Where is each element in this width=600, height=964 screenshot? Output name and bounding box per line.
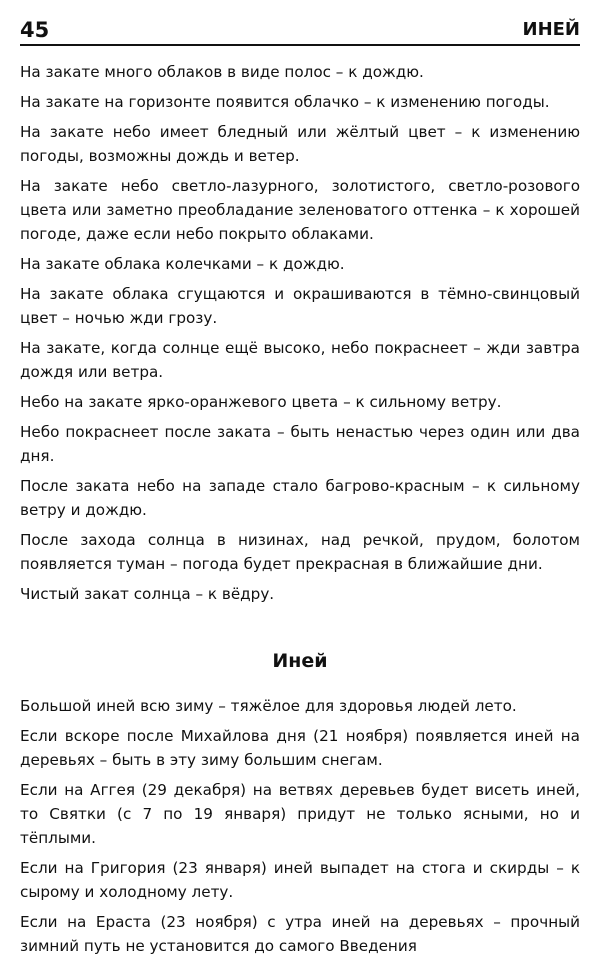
section-heading: Иней <box>272 650 328 672</box>
paragraph: Небо на закате ярко-оранжевого цвета – к сильному ветру. <box>20 393 502 411</box>
paragraph: На закате, когда солнце ещё высоко, небо покраснеет – жди завтра дождя или ветра. <box>20 339 580 381</box>
paragraph: Если на Ераста (23 ноября) с утра иней на деревьях – прочный зимний путь не установится до самого Введения <box>20 913 580 955</box>
paragraph: Чистый закат солнца – к вёдру. <box>20 585 275 603</box>
paragraph: Небо покраснеет после заката – быть ненастью через один или два дня. <box>20 423 580 465</box>
paragraph: После заката небо на западе стало багрово-красным – к сильному ветру и дождю. <box>20 477 580 519</box>
paragraph: После захода солнца в низинах, над речкой, прудом, болотом появляется туман – погода будет прекрасная в ближайшие дни. <box>20 531 580 573</box>
paragraph: На закате облака колечками – к дождю. <box>20 255 345 273</box>
paragraph: На закате много облаков в виде полос – к дождю. <box>20 63 424 81</box>
paragraph: На закате на горизонте появится облачко – к изменению погоды. <box>20 93 550 111</box>
paragraph: Большой иней всю зиму – тяжёлое для здоровья людей лето. <box>20 697 517 715</box>
paragraph: На закате небо светло-лазурного, золотистого, светло-розового цвета или заметно преобладание зеленоватого оттенка – к хорошей погоде, даже если небо покрыто облаками. <box>20 177 580 243</box>
paragraph: Если на Григория (23 января) иней выпадет на стога и скирды – к сырому и холодному лету. <box>20 859 580 901</box>
paragraph: На закате облака сгущаются и окрашиваются в тёмно-свинцовый цвет – ночью жди грозу. <box>20 285 580 327</box>
paragraph: Если на Аггея (29 декабря) на ветвях деревьев будет висеть иней, то Святки (с 7 по 19 января) придут не только ясными, но и тёплыми. <box>20 781 580 847</box>
paragraph: На закате небо имеет бледный или жёлтый цвет – к изменению погоды, возможны дождь и ветер. <box>20 123 580 165</box>
running-title: ИНЕЙ <box>522 19 580 40</box>
paragraph: Если вскоре после Михайлова дня (21 ноября) появляется иней на деревьях – быть в эту зиму большим снегам. <box>20 727 580 769</box>
page-content <box>20 60 580 964</box>
page-header <box>20 16 580 46</box>
page-number: 45 <box>20 18 50 42</box>
